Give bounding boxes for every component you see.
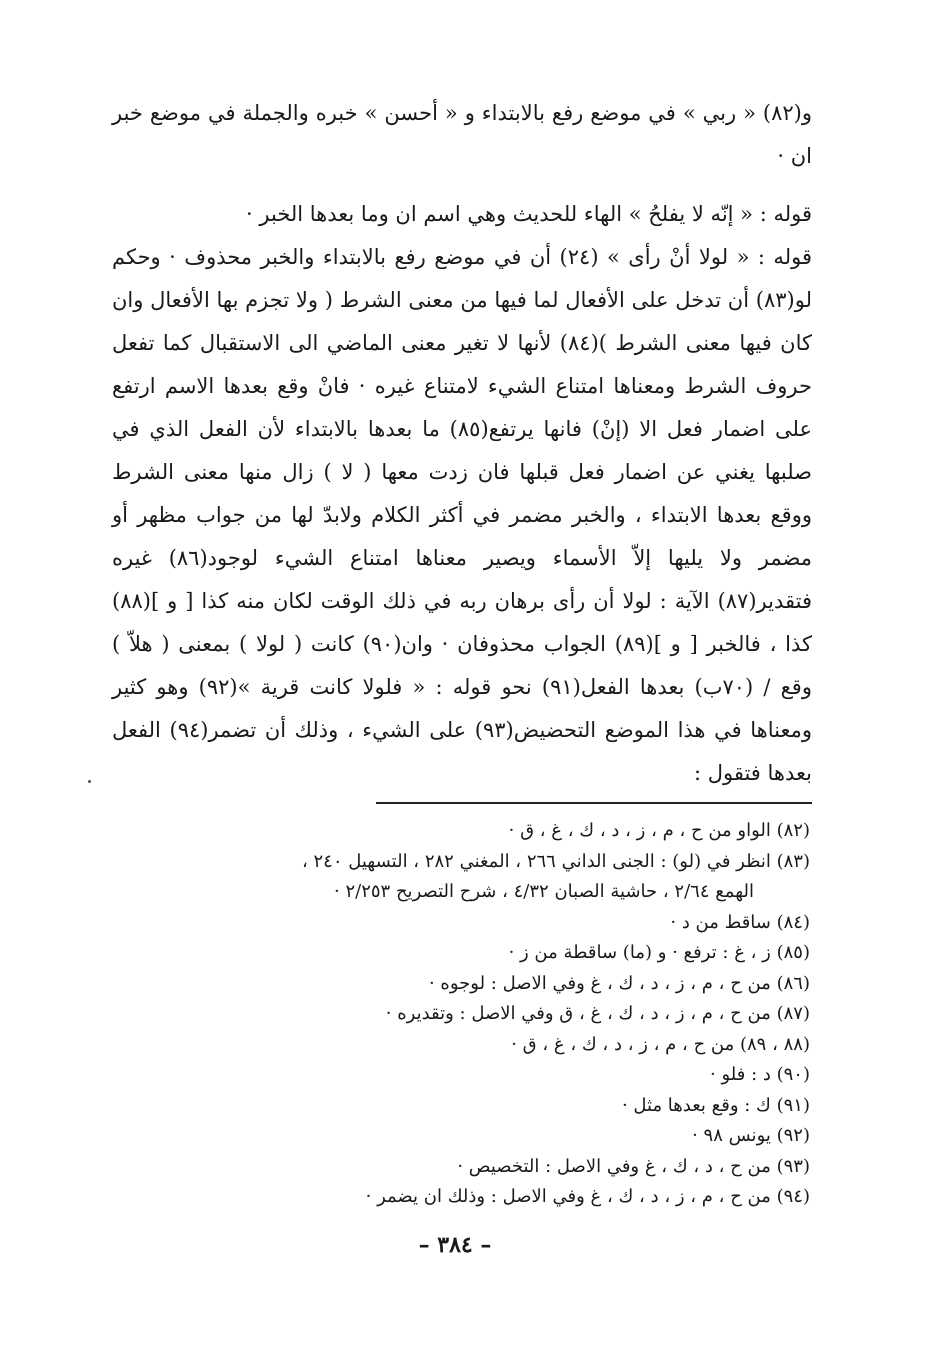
footnote-88-89: (٨٨ ، ٨٩) من ح ، م ، ز ، د ، ك ، غ ، ق · xyxy=(511,1033,810,1055)
paragraph-3: قوله : « لولا أنْ رأى » (٢٤) أن في موضع رفع بالابتداء والخبر محذوف · وحكم لو(٨٣) أن تدخل على الأفعال لما فيها من معنى الشرط ( ولا تجزم بها الأفعال وان كان فيها معنى الشرط )(٨٤) لأنها لا تغير معنى الماضي الى الاستقبال كما تفعل حروف الشرط ومعناها امتناع الشيء لامتناع غيره · فانْ وقع بعدها الاسم ارتفع على اضمار فعل الا (إنْ) فانها يرتفع(٨٥) ما بعدها بالابتداء لأن الفعل الذي في صلبها يغني عن اضمار فعل قبلها فان زدت معها ( لا ) زال منها معنى الشرط ووقع بعدها الابتداء ، والخبر مضمر في أكثر الكلام ولابدّ لها من جواب مظهر أو مضمر ولا يليها إلاّ الأسماء ويصير معناها امتناع الشيء لوجود(٨٦) غيره فتقدير(٨٧) الآية : لولا أن رأى برهان ربه في ذلك الوقت لكان منه كذا [ و ](٨٨) كذا ، فالخبر [ و ](٨٩) الجواب محذوفان · وان(٩٠) كانت ( لولا ) بمعنى ( هلاّ ) وقع / (٧٠ب) بعدها الفعل(٩١) نحو قوله : « فلولا كانت قرية »(٩٢) وهو كثير ومعناها في هذا الموضع التحضيض(٩٣) على الشيء ، وذلك أن تضمر(٩٤) الفعل بعدها فتقول : xyxy=(112,245,813,785)
footnote-92: (٩٢) يونس ٩٨ · xyxy=(692,1125,810,1146)
footnote-86: (٨٦) من ح ، م ، ز ، د ، ك ، غ وفي الاصل : لوجوه · xyxy=(428,972,810,994)
footnote-87: (٨٧) من ح ، م ، ز ، د ، ك ، غ ، ق وفي الاصل : وتقديره · xyxy=(385,1003,810,1024)
footnote-91: (٩١) ك : وقع بعدها مثل · xyxy=(621,1094,810,1116)
page-number: – ٣٨٤ – xyxy=(418,1232,492,1258)
main-text xyxy=(112,92,812,795)
footnote-93: (٩٣) من ح ، د ، ك ، غ وفي الاصل : التخصيص · xyxy=(457,1155,810,1177)
paragraph-2: قوله : « إنّه لا يفلحُ » الهاء للحديث وهي اسم ان وما بعدها الخبر · xyxy=(246,202,812,226)
paragraph-1: و(٨٢) « ربي » في موضع رفع بالابتداء و « أحسن » خبره والجملة في موضع خبر ان · xyxy=(112,101,812,168)
footnote-83: (٨٣) انظر في (لو) : الجنى الداني ٢٦٦ ، المغني ٢٨٢ ، التسهيل ٢٤٠ ، xyxy=(301,850,810,872)
footnote-84: (٨٤) ساقط من د · xyxy=(670,911,810,933)
footnote-83-continued: الهمع ٢/٦٤ ، حاشية الصبان ٤/٣٢ ، شرح التصريح ٢/٢٥٣ · xyxy=(334,881,754,902)
footnote-85: (٨٥) ز ، غ : ترفع · و (ما) ساقطة من ز · xyxy=(508,942,810,963)
footnote-94: (٩٤) من ح ، م ، ز ، د ، ك ، غ وفي الاصل : وذلك ان يضمر · xyxy=(365,1186,810,1207)
footnotes xyxy=(110,816,810,1213)
footnote-separator xyxy=(376,802,812,804)
footnote-90: (٩٠) د : فلو · xyxy=(710,1064,810,1085)
scan-speck xyxy=(88,780,91,783)
footnote-82: (٨٢) الواو من ح ، م ، ز ، د ، ك ، غ ، ق · xyxy=(508,820,810,841)
